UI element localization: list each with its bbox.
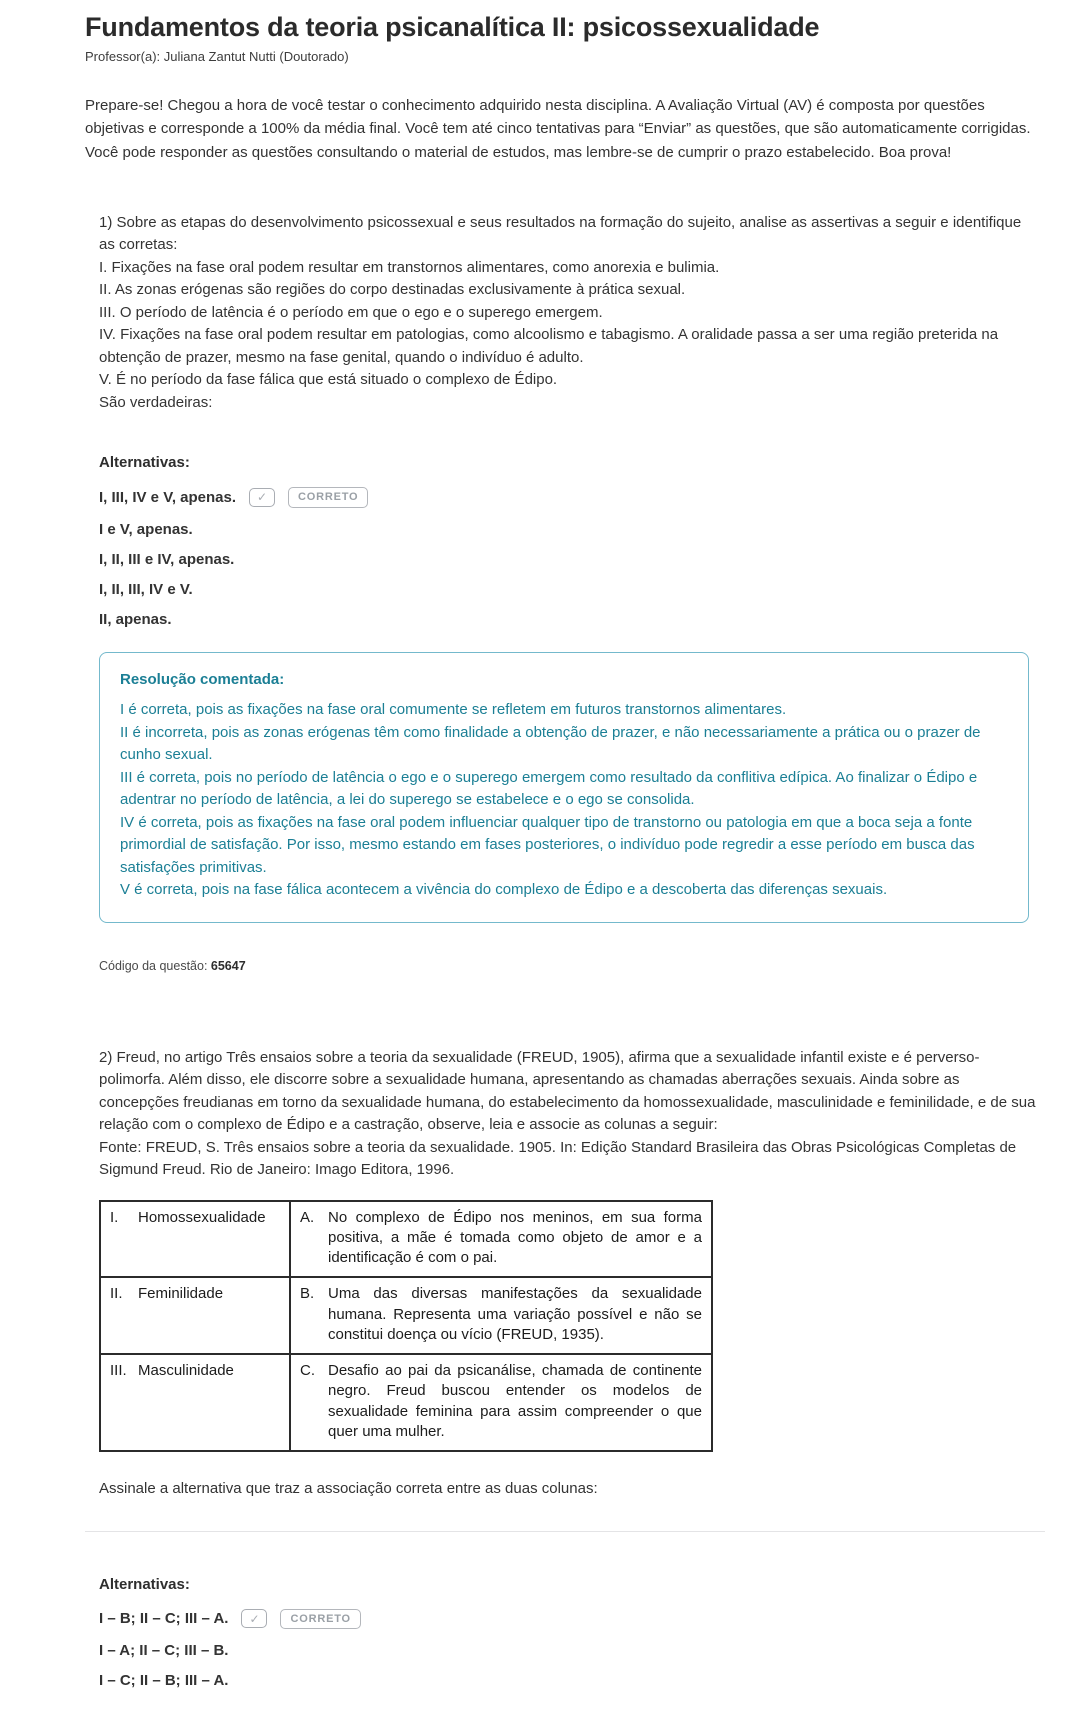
left-item-text: Feminilidade — [138, 1285, 224, 1303]
table-row — [100, 1354, 712, 1451]
left-item-text: Homossexualidade — [138, 1208, 266, 1226]
correct-check-icon — [249, 488, 275, 507]
assertion-item-5: V. É no período da fase fálica que está situado o complexo de Édipo. — [99, 371, 558, 389]
alternative-option[interactable] — [99, 551, 1045, 568]
question-2-text — [99, 1047, 1041, 1182]
alternative-option[interactable] — [99, 521, 1045, 538]
alternative-label: I, II, III, IV e V. — [99, 580, 193, 598]
question-1-alternatives — [99, 487, 1045, 627]
alternative-label: II, apenas. — [99, 610, 172, 628]
alternative-option[interactable] — [99, 611, 1045, 628]
question-2-source: Fonte: FREUD, S. Três ensaios sobre a teoria da sexualidade. 1905. In: Edição Standard Brasileira das Obras Psicológicas Completas de Sigmund Freud. Rio de Janeiro: Imago Editora, 1996. — [99, 1138, 1017, 1179]
alternative-option[interactable] — [99, 1609, 1045, 1629]
question-2-alternatives — [99, 1609, 1045, 1689]
association-table — [99, 1200, 713, 1453]
assertion-item-1: I. Fixações na fase oral podem resultar em transtornos alimentares, como anorexia e bulimia. — [99, 258, 720, 276]
alternative-option[interactable] — [99, 581, 1045, 598]
resolution-box — [99, 652, 1029, 923]
question-code-line — [99, 959, 1045, 973]
question-1-text — [99, 212, 1041, 415]
right-item-text: Uma das diversas manifestações da sexualidade humana. Representa uma variação possível e não se constitui doença ou vício (FREUD, 1935). — [328, 1285, 702, 1343]
assertion-item-2: II. As zonas erógenas são regiões do corpo destinadas exclusivamente à prática sexual. — [99, 281, 686, 299]
right-item-text: No complexo de Édipo nos meninos, em sua forma positiva, a mãe é tomada como objeto de amor e a identificação é com o pai. — [328, 1208, 702, 1267]
right-item-letter: B. — [300, 1285, 315, 1303]
resolution-line: I é correta, pois as fixações na fase oral comumente se refletem em futuros transtornos alimentares. — [120, 701, 787, 719]
correct-check-icon — [241, 1609, 267, 1628]
professor-line: Professor(a): Juliana Zantut Nutti (Doutorado) — [85, 49, 349, 64]
intro-text: Prepare-se! Chegou a hora de você testar o conhecimento adquirido nesta disciplina. A Avaliação Virtual (AV) é composta por questões objetivas e corresponde a 100% da média final. Você tem até cinco tentativas para “Enviar” as questões, que são automaticamente corrigidas. Você pode responder as questões consultando o material de estudos, mas lembre-se de cumprir o prazo estabelecido. Boa prova! — [85, 97, 1031, 161]
alternative-label: I – B; II – C; III – A. — [99, 1610, 229, 1628]
resolution-line: IV é correta, pois as fixações na fase oral podem influenciar qualquer tipo de transtorno ou patologia em que a boca seja a fonte primordial de satisfação. Por isso, mesmo estando em fases posteriores, o indivíduo pode regredir a esse período em busca das satisfações primitivas. — [120, 813, 975, 876]
question-2-alternatives-section — [99, 1576, 1045, 1689]
page-title: Fundamentos da teoria psicanalítica II: psicossexualidade — [85, 12, 820, 42]
left-item-number: III. — [110, 1362, 127, 1380]
correct-badge: CORRETO — [288, 487, 368, 507]
resolution-line: III é correta, pois no período de latência o ego e o superego emergem como resultado da conflitiva edípica. Ao finalizar o Édipo e adentrar no período de latência, a lei do superego se estabelece e o ego se consolida. — [120, 768, 978, 809]
resolution-line: II é incorreta, pois as zonas erógenas têm como finalidade a obtenção de prazer, e não necessariamente a prática ou o prazer de cunho sexual. — [120, 723, 981, 764]
alternative-label: I, III, IV e V, apenas. — [99, 488, 237, 506]
alternative-label: I e V, apenas. — [99, 520, 193, 538]
question-code-label: Código da questão: — [99, 958, 208, 973]
alternative-label: I, II, III e IV, apenas. — [99, 550, 235, 568]
alternative-option[interactable] — [99, 487, 1045, 507]
assertion-item-4: IV. Fixações na fase oral podem resultar em patologias, como alcoolismo e tabagismo. A oralidade passa a ser uma região preterida na obtenção de prazer, mesmo na fase genital, quando o indivíduo é adulto. — [99, 326, 999, 366]
alternative-label: I – A; II – C; III – B. — [99, 1641, 229, 1659]
correct-badge: CORRETO — [280, 1609, 360, 1629]
check-glyph: ✓ — [256, 490, 268, 505]
left-item-text: Masculinidade — [138, 1362, 234, 1380]
alternatives-heading: Alternativas: — [99, 454, 190, 472]
section-divider — [85, 1531, 1045, 1532]
left-item-number: I. — [110, 1208, 119, 1226]
question-2-closing: Assinale a alternativa que traz a associação correta entre as duas colunas: — [99, 1480, 598, 1498]
right-item-letter: C. — [300, 1362, 315, 1380]
question-1-closing: São verdadeiras: — [99, 393, 213, 411]
alternative-option[interactable] — [99, 1672, 1045, 1689]
table-row — [100, 1201, 712, 1278]
right-item-letter: A. — [300, 1208, 315, 1226]
right-item-text: Desafio ao pai da psicanálise, chamada de continente negro. Freud buscou entender os modelos de sexualidade feminina para assim compreender o que quer uma mulher. — [328, 1362, 702, 1440]
question-1 — [99, 212, 1045, 973]
resolution-title: Resolução comentada: — [120, 670, 285, 688]
assertion-item-3: III. O período de latência é o período em que o ego e o superego emergem. — [99, 303, 603, 321]
left-item-number: II. — [110, 1285, 123, 1303]
resolution-line: V é correta, pois na fase fálica acontecem a vivência do complexo de Édipo e a descoberta das diferenças sexuais. — [120, 881, 888, 899]
check-glyph: ✓ — [249, 1611, 260, 1626]
table-row — [100, 1277, 712, 1354]
question-2-statement: 2) Freud, no artigo Três ensaios sobre a teoria da sexualidade (FREUD, 1905), afirma que a sexualidade infantil existe e é perverso-polimorfa. Além disso, ele discorre sobre a sexualidade humana, apresentando as chamadas aberrações sexuais. Ainda sobre as concepções freudianas em torno da sexualidade humana, do estabelecimento da homossexualidade, masculinidade e feminilidade, e de sua relação com o complexo de Édipo e a castração, observe, leia e associe as colunas a seguir: — [99, 1048, 1036, 1134]
question-code-value: 65647 — [210, 958, 246, 973]
alternatives-heading: Alternativas: — [99, 1575, 190, 1593]
question-2 — [99, 1047, 1045, 1501]
alternative-label: I – C; II – B; III – A. — [99, 1671, 229, 1689]
question-1-statement: 1) Sobre as etapas do desenvolvimento psicossexual e seus resultados na formação do sujeito, analise as assertivas a seguir e identifique as corretas: — [99, 213, 1022, 254]
alternative-option[interactable] — [99, 1642, 1045, 1659]
